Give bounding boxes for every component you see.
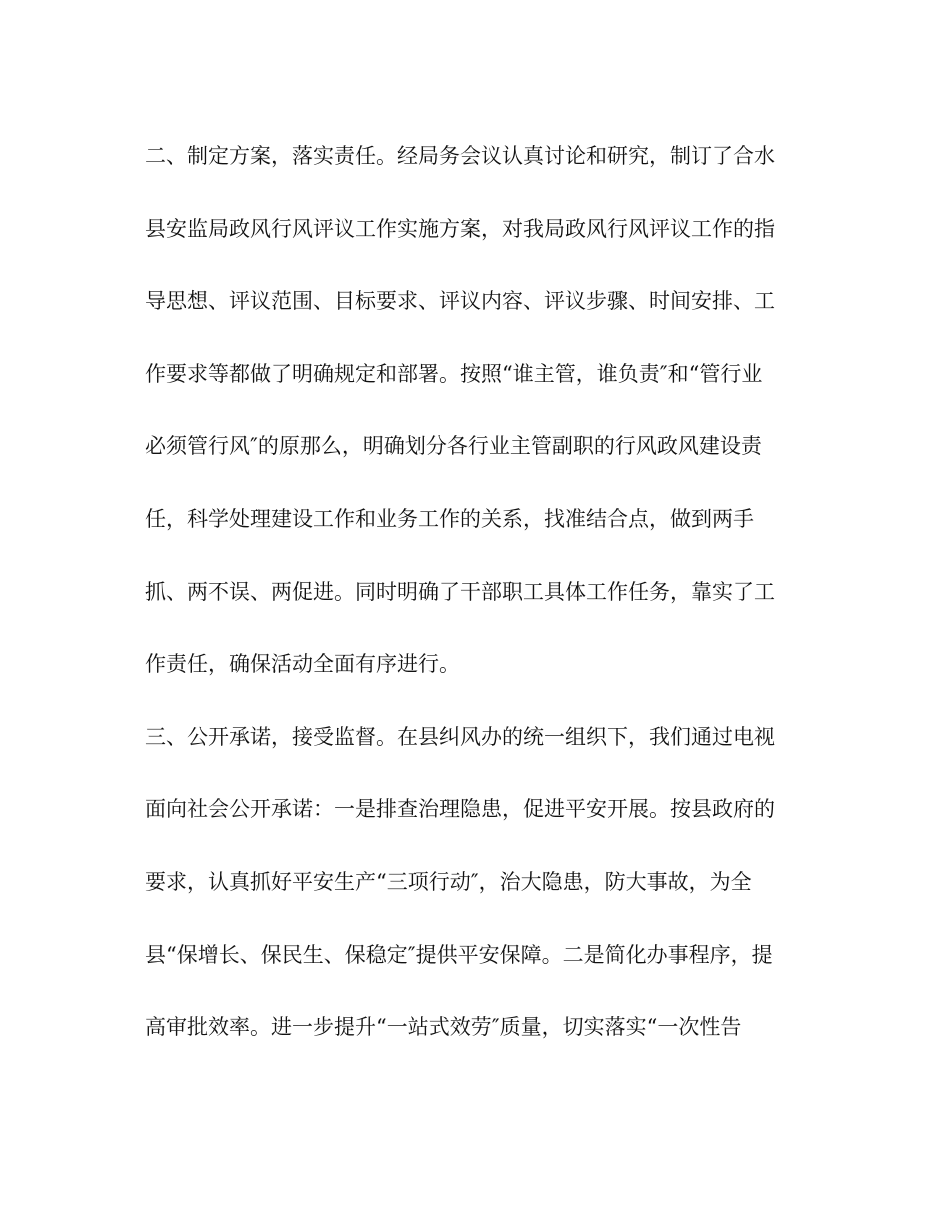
text-line-12: 县“保增长、保民生、保稳定″提供平安保障。二是简化办事程序，提: [145, 942, 773, 967]
text-line-4: 作要求等都做了明确规定和部署。按照“谁主管，谁负责″和“管行业: [145, 361, 763, 386]
body-text: [145, 131, 815, 1075]
text-line-1: 二、制定方案，落实责任。经局务会议认真讨论和研究，制订了合水: [145, 144, 775, 168]
text-line-13: 高审批效率。进一步提升“一站式效劳″质量，切实落实“一次性告: [145, 1015, 742, 1040]
text-line-3: 导思想、评议范围、目标要求、评议内容、评议步骤、时间安排、工: [145, 289, 775, 314]
text-line-7: 抓、两不误、两促进。同时明确了干部职工具体工作任务，靠实了工: [145, 579, 775, 604]
text-line-9: 三、公开承诺，接受监督。在县纠风办的统一组织下，我们通过电视: [145, 724, 775, 749]
text-line-11: 要求，认真抓好平安生产“三项行动″，治大隐患，防大事故，为全: [145, 869, 752, 894]
text-line-6: 任，科学处理建设工作和业务工作的关系，找准结合点，做到两手: [145, 506, 754, 531]
text-line-8: 作责任，确保活动全面有序进行。: [145, 652, 460, 677]
text-line-2: 县安监局政风行风评议工作实施方案，对我局政风行风评议工作的指: [145, 216, 775, 241]
text-line-5: 必须管行风″的原那么，明确划分各行业主管副职的行风政风建设责: [145, 434, 762, 459]
text-line-10: 面向社会公开承诺：一是排查治理隐患，促进平安开展。按县政府的: [145, 797, 775, 822]
